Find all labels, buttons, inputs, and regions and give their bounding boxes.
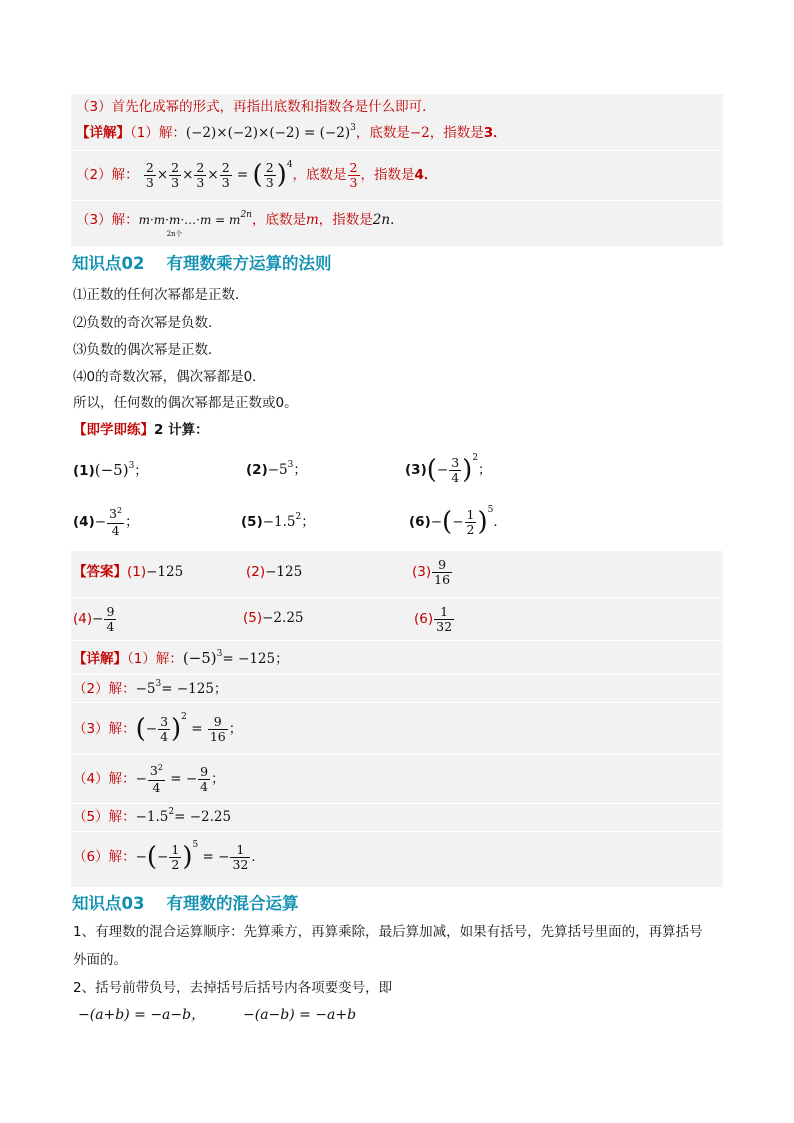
mixed-op-rule-1-cont: 外面的。 [73,952,127,968]
detail-line-3 [76,210,404,238]
base-value: −2 [409,125,430,141]
rule-summary: 所以，任何数的偶次幂都是正数或0。 [73,395,298,411]
bracket-formula-2: −(a−b) = −a+b [243,1007,357,1023]
answer-3: (3) $\frac{9}{16}$ [412,556,451,587]
punctuation: ． [390,212,404,228]
mixed-op-rule-1: 1、有理数的混合运算顺序：先算乘方，再算乘除，最后算加减，如果有括号，先算括号里面的，再算括号 [73,924,703,940]
divider [71,831,723,832]
detail2-step-6: （6）解：−(− $\frac{1}{2}$ )$^5$ = − $\frac{1}{32}$ ． [73,840,265,872]
answer-value: −125 [146,564,184,580]
practice-label: 【即学即练】 [73,422,154,438]
exponent-value: 2n [372,212,391,228]
divider [71,200,723,201]
fraction: $\frac{2}{3}$ [221,159,230,190]
detail-line-2: （2）解： $\frac{2}{3}$ × $\frac{2}{3}$ × $\frac{2}{3}$ × $\frac{2}{3}$ = ( $\frac{2}{3}$ )$^4$，底数是 $\frac{2}{3}$ ，指数是4． [76,159,438,190]
practice-prompt [73,420,209,440]
count-label: 2n个 [166,230,183,238]
math-expr: m·m·m·…·m = m [138,213,241,227]
divider [71,640,723,641]
rule-1: ⑴正数的任何次幂都是正数． [73,287,249,303]
detail2-step-1: 【详解】（1）解：$(-5)^3= -125$； [73,649,289,667]
practice-text: 2 计算： [154,422,209,438]
problem-3: (3)(− $\frac{3}{4}$ )$^2$； [405,453,492,485]
text: ，指数是 [429,125,484,141]
answer-value: −2.25 [262,610,304,626]
divider [71,754,723,755]
text: ，指数是 [318,212,373,228]
step3-hint: （3）首先化成幂的形式，再指出底数和指数各是什么即可． [76,99,436,115]
rule-4: ⑷0的奇数次幂，偶次幂都是0． [73,369,266,385]
section-number: 知识点03 [72,894,145,913]
exponent-value: 4． [414,167,438,183]
bracket-formula-1: −(a+b) = −a−b， [78,1007,206,1023]
exponent: 2n [240,210,252,220]
answer-value: −125 [265,564,303,580]
exponent: 4 [286,160,293,170]
answer-4: (4)− $\frac{9}{4}$ [73,603,115,634]
rule-2: ⑵负数的奇次幂是负数． [73,315,222,331]
fraction: $\frac{2}{3}$ [145,159,154,190]
base-value: m [305,212,319,228]
answer-2: (2)−125 [246,564,303,580]
detail2-step-3: （3）解：(− $\frac{3}{4}$ )$^2$ = $\frac{9}{16}$ ； [73,712,243,744]
answer-5: (5)−2.25 [243,610,304,626]
exponent: 3 [350,123,356,133]
answer-row-1: 【答案】(1)−125 [73,564,184,580]
detail-label: 【详解】 [76,125,130,141]
problem-5: $(5)-1.5^2$； [241,512,315,530]
problem-2: $(2)-5^3$； [246,460,307,478]
detail-label: 【详解】 [73,651,127,667]
problem-4: (4)− $\frac{3^2}{4}$ ； [73,505,139,538]
detail2-step-2: （2）解：$-5^3= -125$； [73,679,228,697]
answer-6: (6) $\frac{1}{32}$ [414,603,453,634]
text: ，底数是 [251,212,306,228]
text: ，底数是 [355,125,410,141]
divider [71,674,723,675]
fraction: $\frac{2}{3}$ [196,159,205,190]
divider [71,150,723,151]
mixed-op-rule-2: 2、括号前带负号，去掉括号后括号内各项要变号，即 [73,980,393,996]
divider [71,803,723,804]
fraction: $\frac{2}{3}$ [349,159,358,190]
detail2-step-4: （4）解：− $\frac{3^2}{4}$ = − $\frac{9}{4}$ ； [73,762,225,795]
section-heading-03 [72,890,298,914]
math-expr: (−2)×(−2)×(−2) = (−2) [185,125,351,141]
section-title: 有理数乘方运算的法则 [166,254,332,273]
problem-6: (6)−(− $\frac{1}{2}$ )$^5$． [409,505,507,537]
fraction: $\frac{2}{3}$ [265,159,274,190]
detail2-step-5: （5）解：$-1.5^2= -2.25$ [73,807,232,825]
step-label: （1）解： [130,125,186,141]
answer-label: 【答案】 [73,564,127,580]
step-label: （2）解： [76,167,139,183]
divider [71,702,723,703]
exponent-value: 3． [483,125,507,141]
text: ，底数是 [292,167,347,183]
problem-1: $(1)(-5)^3$； [73,461,148,479]
text: ，指数是 [360,167,415,183]
rule-3: ⑶负数的偶次幂是正数． [73,342,222,358]
detail-line-1 [76,123,507,145]
divider [71,597,723,598]
section-title: 有理数的混合运算 [166,894,299,913]
section-heading-02 [72,250,331,274]
section-number: 知识点02 [72,254,145,273]
fraction: $\frac{2}{3}$ [171,159,180,190]
step-label: （3）解： [76,212,139,228]
